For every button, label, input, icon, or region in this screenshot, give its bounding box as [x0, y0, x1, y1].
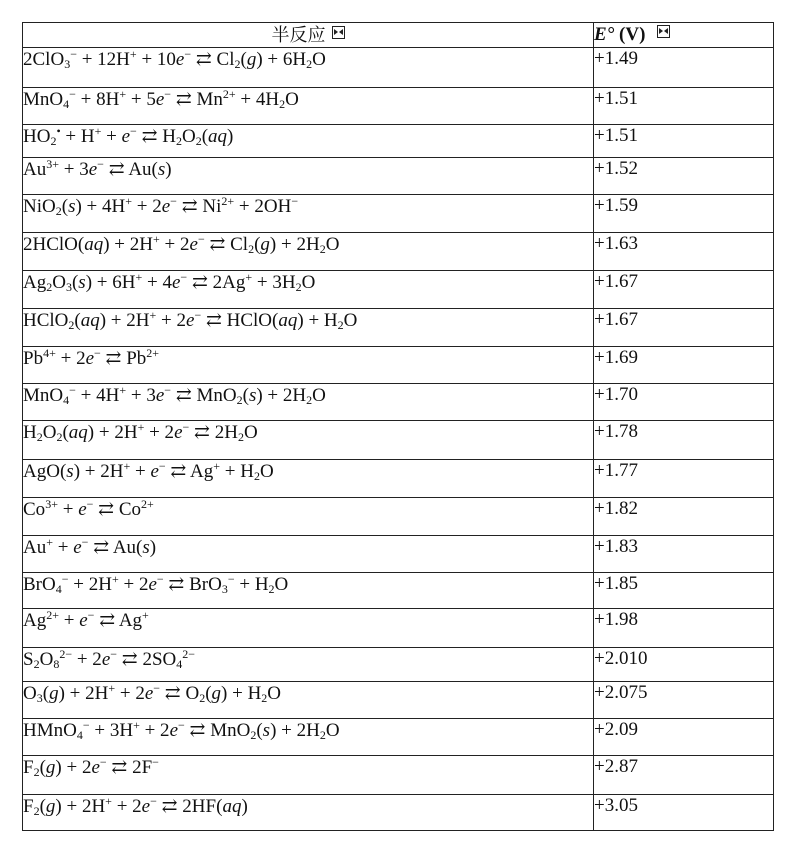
half-reaction-cell [23, 347, 594, 384]
table-row [23, 195, 774, 233]
half-reaction-equation: $Au^{3+} + 3e^-$ ⇄ Au(s) [23, 157, 172, 180]
standard-potential-value: +3.05 [594, 795, 774, 831]
half-reaction-equation: $Pb^{4+} + 2e^-$ ⇄ $Pb^{2+}$ [23, 346, 160, 369]
table-row [23, 719, 774, 756]
half-reaction-equation: AgO(s) + 2H+ + e− ⇄ $Ag^+ + H_2O$ [23, 459, 274, 483]
standard-potential-value: +2.010 [594, 648, 774, 682]
standard-potential-value: +2.075 [594, 682, 774, 719]
standard-potential-value: +1.59 [594, 195, 774, 233]
table-row [23, 498, 774, 536]
standard-potential-value: +1.51 [594, 125, 774, 158]
half-reaction-cell [23, 648, 594, 682]
standard-potential-value: +1.52 [594, 158, 774, 195]
table-row [23, 158, 774, 195]
half-reaction-cell [23, 195, 594, 233]
table-row [23, 609, 774, 648]
table-row [23, 271, 774, 309]
standard-potential-value: +1.82 [594, 498, 774, 536]
standard-potential-value: +2.09 [594, 719, 774, 756]
half-reaction-column-header[interactable] [23, 23, 594, 48]
half-reaction-cell [23, 384, 594, 421]
half-reaction-equation: $O_3(g) + 2H^+ + 2e^-$ ⇄ $O_2(g) + H_2O$ [23, 681, 282, 705]
standard-potential-value: +1.98 [594, 609, 774, 648]
table-row [23, 536, 774, 573]
standard-potential-table [22, 22, 774, 831]
standard-potential-value: +1.77 [594, 460, 774, 498]
sort-toggle-icon[interactable] [332, 26, 345, 39]
standard-potential-value: +1.49 [594, 48, 774, 88]
half-reaction-equation: $Ag_2O_3(s) + 6H^+ + 4e^-$ ⇄ $2Ag^+ + 3H_2O$ [23, 270, 316, 294]
half-reaction-equation: $Ag^{2+} + e^-$ ⇄ Ag+ [23, 608, 149, 631]
half-reaction-cell [23, 795, 594, 831]
half-reaction-cell [23, 421, 594, 460]
table-row [23, 648, 774, 682]
potential-unit: (V) [619, 24, 646, 45]
half-reaction-cell [23, 48, 594, 88]
half-reaction-equation: MnO$_4$− + 4H+ + 3e− ⇄ $MnO_2(s) + 2H_2O$ [23, 383, 326, 407]
standard-potential-value: +1.70 [594, 384, 774, 421]
standard-potential-value: +1.67 [594, 271, 774, 309]
half-reaction-equation: $H_2O_2(aq) + 2H^+ + 2e^-$ ⇄ $2H_2O$ [23, 420, 258, 444]
standard-potential-value: +1.83 [594, 536, 774, 573]
half-reaction-cell [23, 719, 594, 756]
half-reaction-equation: BrO$_4$− + 2H+ + 2e− ⇄ $BrO_3^- + H_2O$ [23, 572, 289, 596]
table-row [23, 88, 774, 125]
half-reaction-equation: HClO$_2$(aq) + 2H+ + 2e− ⇄ HClO(aq) + $H_2O$ [23, 308, 358, 332]
half-reaction-cell [23, 309, 594, 347]
half-reaction-equation: NiO$_2$(s) + 4H+ + 2e− ⇄ $Ni^{2+} + 2OH^-$ [23, 194, 299, 218]
half-reaction-header-label: 半反应 [271, 25, 326, 45]
standard-potential-value: +1.78 [594, 421, 774, 460]
table-row [23, 309, 774, 347]
table-row [23, 233, 774, 271]
sort-toggle-icon[interactable] [657, 25, 670, 38]
half-reaction-equation: HMnO$_4$− + 3H+ + 2e− ⇄ $MnO_2(s) + 2H_2O$ [23, 718, 340, 742]
half-reaction-cell [23, 609, 594, 648]
standard-potential-value: +1.67 [594, 309, 774, 347]
half-reaction-equation: Au+ + e− ⇄ Au(s) [23, 535, 157, 558]
table-row [23, 421, 774, 460]
half-reaction-equation: 2ClO$_3$− + 12H+ + 10e− ⇄ $Cl_2(g) + 6H_2O$ [23, 47, 326, 71]
half-reaction-equation: $Co^{3+} + e^-$ ⇄ $Co^{2+}$ [23, 497, 154, 520]
standard-potential-value: +1.69 [594, 347, 774, 384]
header-row [23, 23, 774, 48]
table-row [23, 384, 774, 421]
table-row [23, 125, 774, 158]
half-reaction-cell [23, 158, 594, 195]
table-row [23, 347, 774, 384]
half-reaction-cell [23, 460, 594, 498]
half-reaction-cell [23, 498, 594, 536]
half-reaction-cell [23, 88, 594, 125]
table-row [23, 48, 774, 88]
table-row [23, 756, 774, 795]
half-reaction-equation: $F_2(g) + 2e^-$ ⇄ 2F− [23, 755, 159, 779]
half-reaction-equation: $S_2O_8^{2-} + 2e^-$ ⇄ $2SO_4^{2-}$ [23, 647, 196, 671]
table-row [23, 460, 774, 498]
half-reaction-cell [23, 756, 594, 795]
half-reaction-cell [23, 573, 594, 609]
half-reaction-cell [23, 125, 594, 158]
table-row [23, 795, 774, 831]
half-reaction-cell [23, 271, 594, 309]
standard-potential-value: +1.85 [594, 573, 774, 609]
half-reaction-cell [23, 536, 594, 573]
half-reaction-equation: MnO$_4$− + 8H+ + 5e− ⇄ $Mn^{2+} + 4H_2O$ [23, 87, 299, 111]
half-reaction-equation: $F_2(g) + 2H^+ + 2e^-$ ⇄ 2HF(aq) [23, 794, 248, 818]
half-reaction-cell [23, 682, 594, 719]
table-row [23, 682, 774, 719]
standard-potential-value: +1.63 [594, 233, 774, 271]
standard-potential-value: +1.51 [594, 88, 774, 125]
half-reaction-equation: $HO_2^• + H^+ + e^-$ ⇄ $H_2O_2(aq)$ [23, 124, 234, 148]
table-row [23, 573, 774, 609]
standard-potential-value: +2.87 [594, 756, 774, 795]
potential-symbol: E° [594, 24, 615, 45]
half-reaction-equation: 2HClO(aq) + 2H+ + 2e− ⇄ $Cl_2(g) + 2H_2O$ [23, 232, 340, 256]
potential-column-header[interactable] [594, 23, 774, 48]
half-reaction-cell [23, 233, 594, 271]
